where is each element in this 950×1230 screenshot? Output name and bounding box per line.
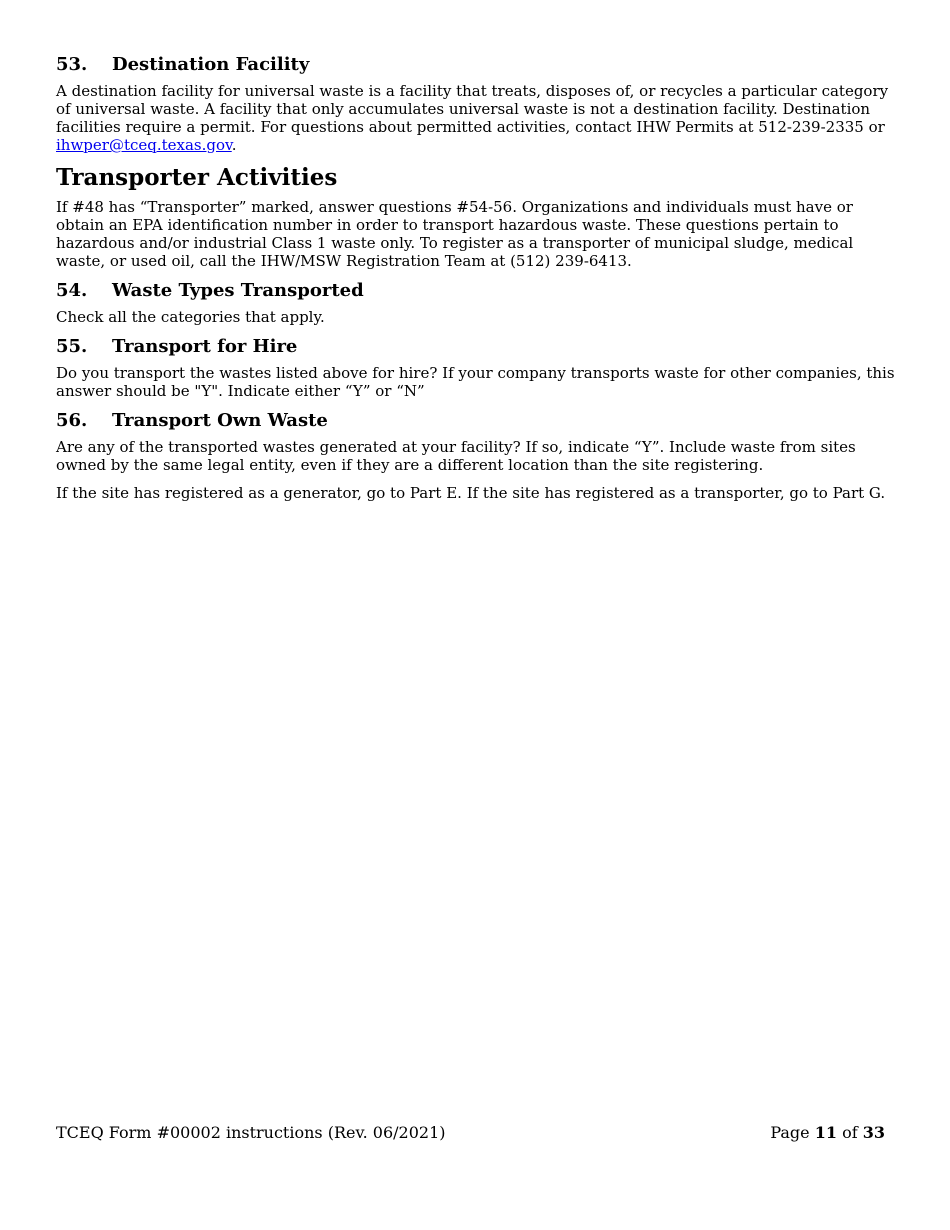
paragraph-text: A destination facility for universal waste is a facility that treats, disposes of, or recycles a particular category of universal waste. A facility that only accumulates universal waste is not a destination facility. Destination facilities require a permit. For questions about permitted activities, contact IHW Permits at 512-239-2335 or bbox=[56, 82, 889, 136]
section-53-heading bbox=[56, 54, 896, 75]
section-55-paragraph: Do you transport the wastes listed above for hire? If your company transports waste for other companies, this answer should be "Y". Indicate either “Y” or “N” bbox=[56, 364, 895, 400]
page-word: Page bbox=[770, 1123, 815, 1142]
section-53-paragraph bbox=[56, 82, 896, 154]
section-number: 53. bbox=[56, 54, 88, 75]
document-page bbox=[56, 54, 896, 512]
page-total: 33 bbox=[862, 1123, 885, 1142]
page-footer bbox=[56, 1123, 885, 1142]
section-54-heading bbox=[56, 280, 896, 301]
section-55-heading bbox=[56, 336, 896, 357]
section-title: Transport Own Waste bbox=[112, 410, 328, 431]
transporter-activities-paragraph: If #48 has “Transporter” marked, answer questions #54-56. Organizations and individuals must have or obtain an EPA identification number in order to transport hazardous waste. These questions pertain to hazardous and/or industrial Class 1 waste only. To register as a transporter of municipal sludge, medical waste, or used oil, call the IHW/MSW Registration Team at (512) 239-6413. bbox=[56, 198, 854, 270]
form-label: TCEQ Form #00002 instructions (Rev. 06/2021) bbox=[56, 1123, 446, 1142]
paragraph-text-end: . bbox=[231, 136, 237, 154]
section-number: 56. bbox=[56, 410, 88, 431]
section-title: Waste Types Transported bbox=[112, 280, 364, 301]
section-56-next-steps: If the site has registered as a generator, go to Part E. If the site has registered as a transporter, go to Part G. bbox=[56, 484, 886, 502]
section-number: 55. bbox=[56, 336, 88, 357]
section-title: Destination Facility bbox=[112, 54, 310, 75]
transporter-activities-heading: Transporter Activities bbox=[56, 164, 338, 191]
email-link[interactable]: ihwper@tceq.texas.gov bbox=[56, 136, 232, 154]
section-56-heading bbox=[56, 410, 896, 431]
page-of: of bbox=[837, 1123, 863, 1142]
page-current: 11 bbox=[814, 1123, 837, 1142]
section-number: 54. bbox=[56, 280, 88, 301]
section-56-paragraph: Are any of the transported wastes generated at your facility? If so, indicate “Y”. Include waste from sites owned by the same legal entity, even if they are a different location than the site registering. bbox=[56, 438, 856, 474]
section-title: Transport for Hire bbox=[112, 336, 298, 357]
section-54-paragraph: Check all the categories that apply. bbox=[56, 308, 325, 326]
page-number bbox=[770, 1123, 885, 1142]
